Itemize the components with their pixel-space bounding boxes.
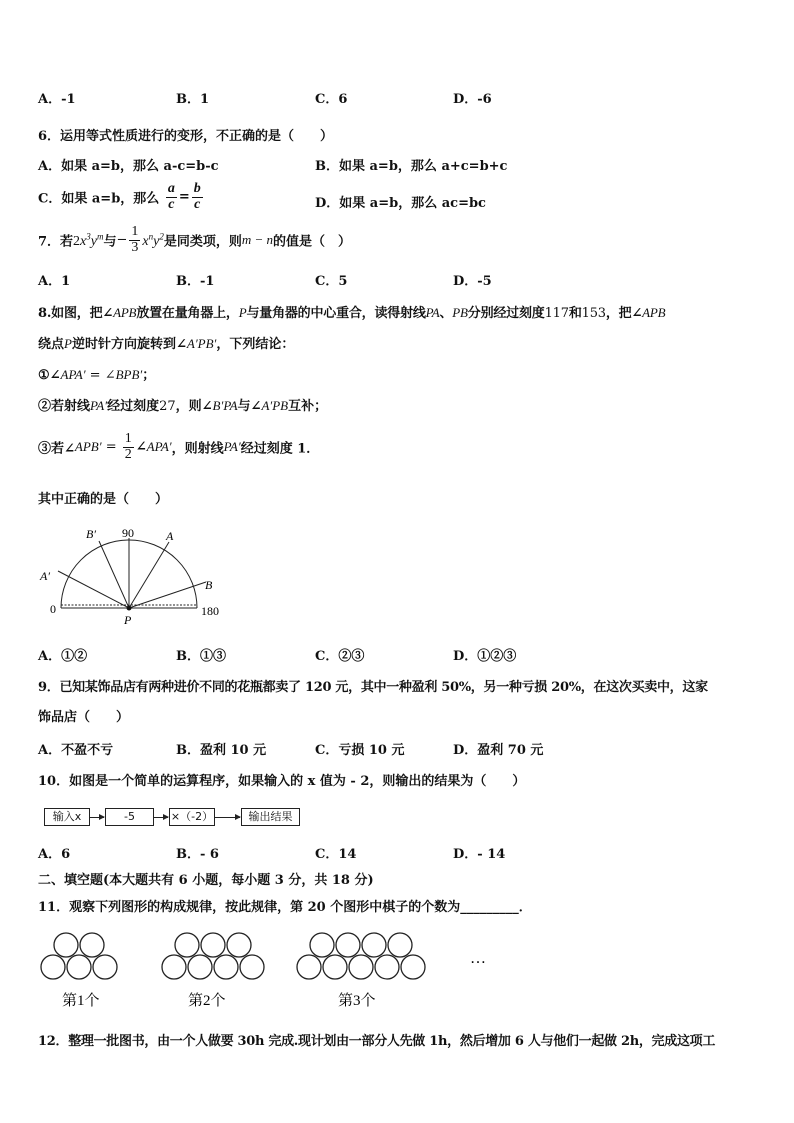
q9-option-b: B．盈利 10 元 (176, 743, 267, 758)
label-90: 90 (122, 526, 134, 540)
ray-a (129, 542, 169, 608)
section-2-heading: 二、填空题(本大题共有 6 小题，每小题 3 分，共 18 分) (38, 873, 374, 888)
q5-option-a: A．-1 (38, 92, 76, 107)
q8-ask: 其中正确的是（ ） (38, 492, 169, 507)
q10-option-b: B．- 6 (176, 847, 219, 862)
flow-box-output: 输出结果 (241, 808, 300, 826)
q6-c-fraction-right: $\frac{b}{c}$ (193, 181, 201, 212)
q8-s3-fraction: $\frac{1}{2}$ (124, 431, 132, 462)
piece (54, 933, 78, 957)
q7-option-b: B．-1 (176, 274, 215, 289)
q6-c-prefix: C．如果 a=b，那么 (38, 191, 160, 207)
piece (310, 933, 334, 957)
piece (201, 933, 225, 957)
piece (362, 933, 386, 957)
q6-c-equals: = (178, 189, 190, 205)
q7-option-d: D．-5 (453, 274, 492, 289)
piece (188, 955, 212, 979)
pattern-label-3: 第3个 (338, 993, 376, 1009)
piece (297, 955, 321, 979)
piece (41, 955, 65, 979)
q6-option-c (38, 182, 205, 212)
protractor-figure (36, 520, 236, 630)
q5-option-c: C．6 (315, 92, 348, 107)
ray-b (129, 582, 206, 608)
q5-option-d: D．-6 (453, 92, 492, 107)
q7-fraction: $\frac{1}{3}$ (131, 224, 139, 255)
label-a: A (166, 529, 174, 543)
q9-line2: 饰品店（ ） (38, 710, 130, 725)
label-b: B (205, 578, 213, 592)
q10-stem: 10．如图是一个简单的运算程序，如果输入的 x 值为 - 2，则输出的结果为（ ） (38, 774, 526, 789)
q6-stem: 6．运用等式性质进行的变形，不正确的是（ ） (38, 129, 334, 144)
q8-statement-2: ②若射线PA′经过刻度27，则∠B′PA与∠A′PB互补； (38, 398, 328, 414)
q10-option-a: A．6 (38, 847, 71, 862)
label-180: 180 (201, 604, 219, 618)
q9-option-a: A．不盈不亏 (38, 743, 114, 758)
q8-line2: 绕点P逆时针方向旋转到∠A′PB′，下列结论： (38, 336, 295, 352)
q9-option-c: C．亏损 10 元 (315, 743, 405, 758)
q9-option-d: D．盈利 70 元 (453, 743, 544, 758)
pattern-ellipsis: … (470, 950, 486, 967)
piece (336, 933, 360, 957)
q8-line1: 8.如图，把∠APB放置在量角器上，P与量角器的中心重合，读得射线PA、PB分别经过刻度117和153，把∠APB (38, 305, 666, 321)
piece (175, 933, 199, 957)
q7-stem: 7．若$2x^3y^m$与− $\frac{1}{3}$ $x^ny^2$是同类项，则m − n的值是（ ） (38, 224, 352, 255)
label-b-prime: B′ (86, 527, 96, 541)
center-point-p (127, 606, 132, 611)
flow-arrow-2 (153, 817, 168, 818)
q8-option-c: C．②③ (315, 649, 365, 664)
label-0: 0 (50, 602, 56, 616)
q12-line1: 12．整理一批图书，由一个人做要 30h 完成.现计划由一部分人先做 1h，然后增加 6 人与他们一起做 2h，完成这项工 (38, 1034, 716, 1049)
label-p: P (124, 613, 132, 627)
q8-option-a: A．①② (38, 649, 88, 664)
q5-option-b: B．1 (176, 92, 210, 107)
pattern-label-2: 第2个 (188, 993, 226, 1009)
q8-option-d: D．①②③ (453, 649, 517, 664)
piece (401, 955, 425, 979)
flow-arrow-1 (89, 817, 104, 818)
piece (323, 955, 347, 979)
flow-box-input: 输入x (44, 808, 90, 826)
piece (240, 955, 264, 979)
pattern-label-1: 第1个 (62, 993, 100, 1009)
q10-option-d: D．- 14 (453, 847, 506, 862)
q11-stem: 11．观察下列图形的构成规律，按此规律，第 20 个图形中棋子的个数为_________． (38, 900, 532, 915)
piece (214, 955, 238, 979)
q7-option-c: C．5 (315, 274, 348, 289)
ray-a-prime (58, 571, 129, 608)
piece (375, 955, 399, 979)
piece (93, 955, 117, 979)
piece (67, 955, 91, 979)
q8-statement-1: ①∠APA′ = ∠BPB′； (38, 367, 156, 383)
q9-line1: 9．已知某饰品店有两种进价不同的花瓶都卖了 120 元，其中一种盈利 50%，另一种亏损 20%，在这次买卖中，这家 (38, 680, 708, 695)
q8-statement-3: ③若∠APB′ = $\frac{1}{2}$ ∠APA′，则射线PA′经过刻度 1． (38, 431, 320, 462)
q7-option-a: A．1 (38, 274, 71, 289)
pattern-figures (40, 925, 510, 1040)
piece (349, 955, 373, 979)
ray-b-prime (99, 541, 129, 608)
q6-option-b: B．如果 a=b，那么 a+c=b+c (315, 159, 508, 174)
label-a-prime: A′ (40, 569, 50, 583)
q6-c-fraction-left: $\frac{a}{c}$ (167, 181, 175, 212)
q8-option-b: B．①③ (176, 649, 226, 664)
piece (80, 933, 104, 957)
q6-option-d: D．如果 a=b，那么 ac=bc (315, 196, 486, 211)
piece (227, 933, 251, 957)
q6-option-a: A．如果 a=b，那么 a-c=b-c (38, 159, 219, 174)
q10-option-c: C．14 (315, 847, 357, 862)
flow-arrow-3 (214, 817, 240, 818)
flow-box-times-neg2: ×（-2） (169, 808, 215, 826)
piece (388, 933, 412, 957)
piece (162, 955, 186, 979)
flow-box-minus5: -5 (105, 808, 154, 826)
